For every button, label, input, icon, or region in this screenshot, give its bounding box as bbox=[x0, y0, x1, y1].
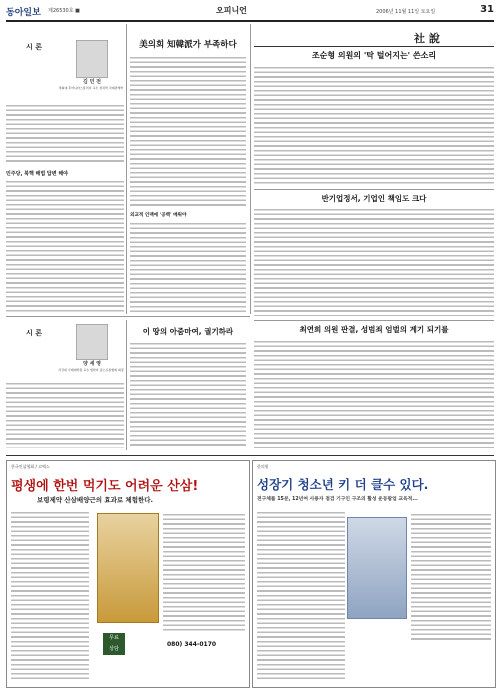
ad-text bbox=[257, 511, 345, 681]
masthead bbox=[6, 4, 494, 22]
publication-date: 2006년 11월 11일 토요일 bbox=[376, 9, 436, 15]
article-text bbox=[130, 342, 246, 448]
article-text bbox=[130, 56, 246, 206]
ad-tagline: 성장기 청소년 키 더 클수 있다. bbox=[257, 477, 429, 492]
author-name: 양 세 영 bbox=[83, 361, 101, 367]
ad-tagline: 평생에 한번 먹기도 어려운 산삼! bbox=[11, 479, 199, 494]
newspaper-logo: 동아일보 bbox=[6, 8, 41, 18]
article-text bbox=[254, 208, 494, 316]
article-text bbox=[6, 104, 124, 164]
ad-text bbox=[411, 513, 491, 643]
ad-growth-clinic[interactable] bbox=[252, 460, 496, 688]
ad-text bbox=[163, 513, 245, 633]
section-title: 오피니언 bbox=[216, 6, 247, 15]
subhead: 외교적 인맥에 '공백' 메워야 bbox=[130, 213, 187, 218]
ad-subtitle: 보령제약 산삼배양근의 효과로 체험한다. bbox=[37, 496, 154, 504]
ad-text bbox=[11, 511, 89, 681]
column-label: 시 론 bbox=[26, 329, 42, 337]
ginseng-product-image bbox=[97, 513, 159, 623]
divider bbox=[254, 46, 494, 47]
article-text bbox=[6, 180, 124, 312]
article-title: 이 땅의 아줌마여, 궐기하라 bbox=[142, 327, 234, 336]
ad-divider bbox=[6, 455, 494, 456]
editorial-title-1: 조순형 의원의 '탁 털어지는' 쓴소리 bbox=[311, 51, 437, 60]
article-text bbox=[130, 222, 246, 312]
divider bbox=[254, 320, 494, 321]
page-number: 31 bbox=[480, 4, 494, 15]
article-title: 美의회 知韓派가 부족하다 bbox=[139, 40, 237, 50]
author-name: 김 민 전 bbox=[83, 79, 101, 85]
author-photo bbox=[76, 40, 108, 78]
divider bbox=[254, 189, 494, 190]
column-divider bbox=[126, 24, 127, 314]
mid-bottom-column bbox=[130, 320, 246, 450]
ad-brand: 한국인삼협회 / 코엑스 bbox=[11, 464, 50, 469]
mid-top-column bbox=[130, 24, 246, 314]
free-consult-badge: 무료 상담 bbox=[103, 633, 125, 655]
editorial-title-2: 반기업정서, 기업인 책임도 크다 bbox=[321, 194, 427, 203]
divider bbox=[6, 316, 250, 317]
article-text bbox=[254, 340, 494, 448]
author-title: 서강대 국제대학원 교수 법학자 중소유통협회 회장 bbox=[58, 368, 124, 372]
editorial-label: 社 說 bbox=[414, 32, 440, 45]
subhead: 민주당, 북핵 해법 답변 해야 bbox=[6, 171, 68, 177]
ad-phone[interactable]: 080) 344-0170 bbox=[167, 641, 217, 648]
article-text bbox=[254, 66, 494, 186]
column-divider bbox=[250, 24, 251, 314]
article-text bbox=[6, 382, 124, 448]
column-label: 시 론 bbox=[26, 43, 42, 51]
author-title: 경희대 후마니타스칼리지 교수 정치학·국제관계학 bbox=[58, 86, 124, 90]
left-top-column bbox=[6, 24, 124, 314]
ad-ginseng[interactable] bbox=[6, 460, 250, 688]
issue-number: 제26530호 ■ bbox=[48, 8, 80, 14]
ad-brand: 한의원 bbox=[257, 464, 269, 469]
left-bottom-column bbox=[6, 320, 124, 450]
author-photo bbox=[76, 324, 108, 360]
ad-photo bbox=[347, 517, 407, 619]
ad-subtitle: 전구체를 15분, 12년여 사용자 점검 기구인 구조의 활성 운동팜업 교육적... bbox=[257, 497, 418, 502]
editorial-title-3: 최연희 의원 판결, 성범죄 엄벌의 계기 되기를 bbox=[299, 325, 449, 334]
column-divider bbox=[126, 320, 127, 450]
